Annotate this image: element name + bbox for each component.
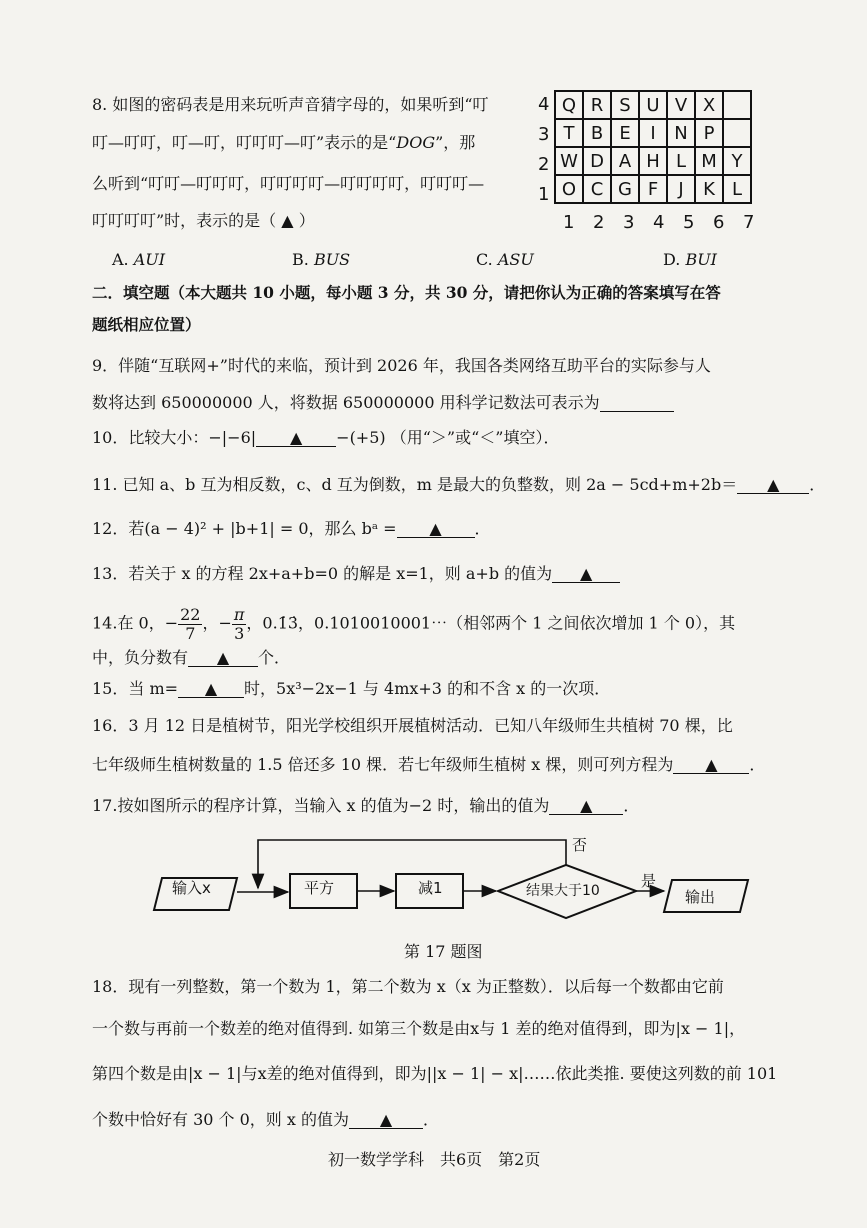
option-a: A. AUI bbox=[112, 250, 166, 269]
page-footer: 初一数学学科 共6页 第2页 bbox=[328, 1150, 541, 1169]
q9-line1: 9．伴随“互联网+”时代的来临，预计到 2026 年，我国各类网络互助平台的实际参与人 bbox=[92, 356, 711, 375]
figure-caption: 第 17 题图 bbox=[404, 942, 483, 961]
grid-cell: G bbox=[611, 175, 639, 203]
answer-mark: ▲ bbox=[580, 564, 593, 583]
q17: 17.按如图所示的程序计算，当输入 x 的值为−2 时，输出的值为 ▲ ． bbox=[92, 796, 640, 815]
flow-decision-label: 结果大于10 bbox=[526, 883, 600, 899]
q18-line3: 第四个数是由|x − 1|与x差的绝对值得到，即为||x − 1| − x|……依此类推. 要使这列数的前 101 bbox=[92, 1064, 778, 1083]
grid-cell: B bbox=[583, 119, 611, 147]
grid-cell: C bbox=[583, 175, 611, 203]
answer-blank bbox=[349, 1112, 423, 1129]
q14-line2: 中，负分数有 ▲ 个． bbox=[92, 648, 291, 667]
row-label: 4 bbox=[538, 94, 550, 115]
col-label: 7 bbox=[743, 212, 755, 233]
answer-mark: ▲ bbox=[429, 519, 442, 538]
q11: 11. 已知 a、b 互为相反数，c、d 互为倒数，m 是最大的负整数，则 2a − 5cd+m+2b＝ ▲ ． bbox=[92, 475, 826, 494]
q16-line1: 16．3 月 12 日是植树节，阳光学校组织开展植树活动．已知八年级师生共植树 70 棵，比 bbox=[92, 716, 733, 735]
grid-cell bbox=[723, 119, 751, 147]
answer-blank bbox=[178, 681, 244, 698]
fraction: $\frac{\pi}{3}$ bbox=[233, 605, 245, 643]
grid-cell: L bbox=[667, 147, 695, 175]
flow-output-label: 输出 bbox=[685, 888, 716, 906]
q8-line2: 叮—叮叮，叮—叮，叮叮叮—叮”表示的是“DOG”，那 bbox=[92, 133, 476, 152]
option-b: B. BUS bbox=[292, 250, 351, 269]
q8-line3: 么听到“叮叮—叮叮叮，叮叮叮叮—叮叮叮叮，叮叮叮— bbox=[92, 174, 485, 193]
col-label: 6 bbox=[713, 212, 725, 233]
q16-line2: 七年级师生植树数量的 1.5 倍还多 10 棵．若七年级师生植树 x 棵，则可列方程为 ▲ ． bbox=[92, 755, 766, 774]
q9-line2: 数将达到 650000000 人，将数据 650000000 用科学记数法可表示为 bbox=[92, 395, 674, 412]
answer-mark: ▲ bbox=[281, 211, 294, 230]
answer-blank bbox=[673, 757, 749, 774]
row-label: 3 bbox=[538, 124, 550, 145]
answer-mark: ▲ bbox=[705, 755, 718, 774]
row-label: 1 bbox=[538, 184, 550, 205]
grid-cell: O bbox=[555, 175, 583, 203]
answer-mark: ▲ bbox=[767, 475, 780, 494]
grid-cell bbox=[723, 91, 751, 119]
col-label: 2 bbox=[593, 212, 605, 233]
col-label: 5 bbox=[683, 212, 695, 233]
grid-cell: L bbox=[723, 175, 751, 203]
q13: 13．若关于 x 的方程 2x+a+b=0 的解是 x=1，则 a+b 的值为 ▲ bbox=[92, 566, 620, 583]
grid-cell: S bbox=[611, 91, 639, 119]
answer-blank bbox=[737, 477, 809, 494]
answer-blank bbox=[397, 521, 475, 538]
q8-line4: 叮叮叮叮”时，表示的是（ ▲ ） bbox=[92, 211, 315, 230]
answer-mark: ▲ bbox=[290, 428, 303, 447]
grid-cell: F bbox=[639, 175, 667, 203]
answer-mark: ▲ bbox=[580, 796, 593, 815]
q18-line4: 个数中恰好有 30 个 0，则 x 的值为 ▲ ． bbox=[92, 1110, 440, 1129]
flow-no-label: 否 bbox=[572, 836, 588, 854]
q10: 10．比较大小：−|−6| ▲ −(+5) （用“＞”或“＜”填空）． bbox=[92, 428, 560, 447]
option-c: C. ASU bbox=[476, 250, 534, 269]
grid-cell: V bbox=[667, 91, 695, 119]
answer-mark: ▲ bbox=[204, 679, 218, 698]
answer-blank bbox=[600, 395, 674, 412]
flow-input-label: 输入x bbox=[172, 879, 211, 897]
grid-cell: D bbox=[583, 147, 611, 175]
q18-line2: 一个数与再前一个数差的绝对值得到. 如第三个数是由x与 1 差的绝对值得到，即为|x − 1|， bbox=[92, 1019, 746, 1038]
option-d: D. BUI bbox=[663, 250, 717, 269]
grid-cell: J bbox=[667, 175, 695, 203]
col-label: 3 bbox=[623, 212, 635, 233]
grid-cell: M bbox=[695, 147, 723, 175]
fraction: $\frac{22}{7}$ bbox=[180, 605, 201, 643]
grid-cell: X bbox=[695, 91, 723, 119]
flow-yes-label: 是 bbox=[641, 872, 657, 890]
q8-code: DOG bbox=[396, 133, 436, 152]
answer-blank bbox=[188, 650, 258, 667]
grid-cell: U bbox=[639, 91, 667, 119]
q15: 15．当 m= ▲ 时，5x³−2x−1 与 4mx+3 的和不含 x 的一次项． bbox=[92, 679, 611, 698]
grid-cell: K bbox=[695, 175, 723, 203]
grid-cell: A bbox=[611, 147, 639, 175]
flow-minus-label: 减1 bbox=[418, 879, 443, 897]
section-heading: 二．填空题（本大题共 10 小题，每小题 3 分，共 30 分，请把你认为正确的答案填写在答 bbox=[92, 283, 721, 302]
q14-line1: 14.在 0，− $\frac{22}{7}$ ，− $\frac{\pi}{3}$ ，0.1̇3̇，0.1010010001⋯（相邻两个 1 之间依次增加 1 个 0），其 bbox=[92, 605, 736, 643]
grid-cell: E bbox=[611, 119, 639, 147]
q8-line1: 8. 如图的密码表是用来玩听声音猜字母的，如果听到“叮 bbox=[92, 95, 489, 114]
flow-square-label: 平方 bbox=[304, 879, 335, 897]
section-heading-cont: 题纸相应位置） bbox=[92, 315, 201, 334]
grid-cell: N bbox=[667, 119, 695, 147]
grid-cell: P bbox=[695, 119, 723, 147]
answer-blank bbox=[552, 566, 620, 583]
q18-line1: 18．现有一列整数，第一个数为 1，第二个数为 x（x 为正整数）．以后每一个数都由它前 bbox=[92, 977, 724, 996]
grid-cell: I bbox=[639, 119, 667, 147]
answer-mark: ▲ bbox=[216, 648, 230, 667]
grid-cell: Q bbox=[555, 91, 583, 119]
grid-cell: W bbox=[555, 147, 583, 175]
grid-cell: T bbox=[555, 119, 583, 147]
grid-cell: H bbox=[639, 147, 667, 175]
grid-cell: R bbox=[583, 91, 611, 119]
col-label: 1 bbox=[563, 212, 575, 233]
answer-blank bbox=[549, 798, 623, 815]
grid-cell: Y bbox=[723, 147, 751, 175]
answer-blank bbox=[256, 430, 336, 447]
row-label: 2 bbox=[538, 154, 550, 175]
answer-mark: ▲ bbox=[379, 1110, 393, 1129]
cipher-grid bbox=[554, 90, 752, 204]
q12: 12．若(a − 4)² + |b+1| = 0，那么 bᵃ = ▲ ． bbox=[92, 519, 491, 538]
col-label: 4 bbox=[653, 212, 665, 233]
